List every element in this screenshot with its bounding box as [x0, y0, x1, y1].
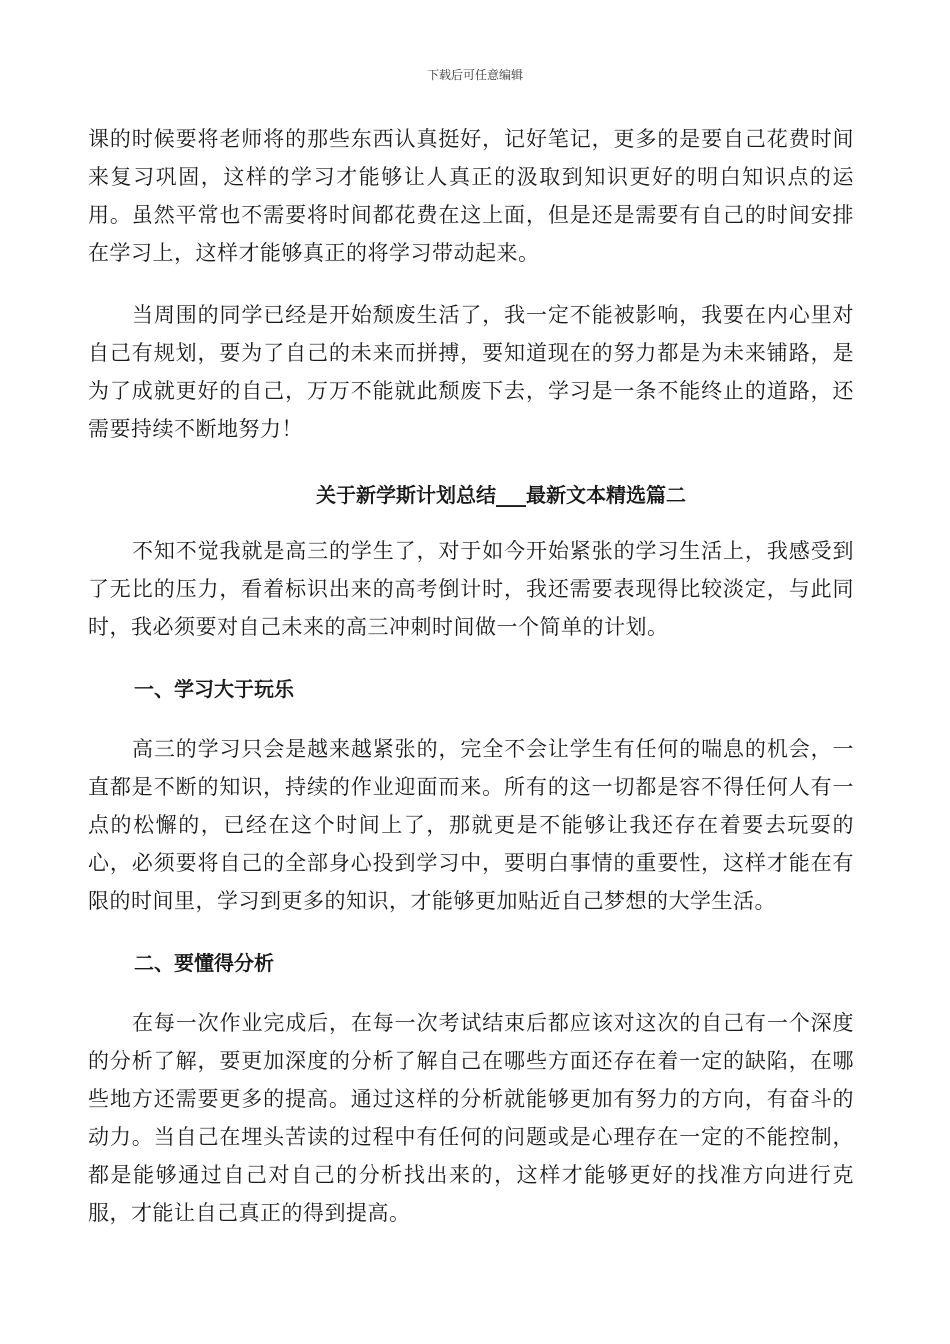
page-header: 下载后可任意编辑: [426, 68, 523, 82]
section-heading: 一、学习大于玩乐: [134, 677, 294, 701]
paragraph: 在每一次作业完成后，在每一次考试结束后都应该对这次的自己有一个深度的分析了解，要更加深度的分析了解自己在哪些方面还存在着一定的缺陷，在哪些地方还需要更多的提高。通过这样的分析就能够更加有努力的方向，有奋斗的动力。当自己在埋头苦读的过程中有任何的问题或是心理存在一定的不能控制，都是能够通过自己对自己的分析找出来的，这样才能够更好的找准方向进行克服，才能让自己真正的得到提高。: [88, 1011, 854, 1225]
document-body: [88, 120, 854, 1232]
section-heading: 二、要懂得分析: [134, 951, 274, 975]
paragraph: 高三的学习只会是越来越紧张的，完全不会让学生有任何的喘息的机会，一直都是不断的知识，持续的作业迎面而来。所有的这一切都是容不得任何人有一点的松懈的，已经在这个时间上了，那就更是不能够让我还存在着要去玩耍的心，必须要将自己的全部身心投到学习中，要明白事情的重要性，这样才能在有限的时间里，学习到更多的知识，才能够更加贴近自己梦想的大学生活。: [88, 737, 854, 913]
article-title: 关于新学斯计划总结___最新文本精选篇二: [316, 483, 686, 507]
paragraph: 当周围的同学已经是开始颓废生活了，我一定不能被影响，我要在内心里对自己有规划，要为了自己的未来而拼搏，要知道现在的努力都是为未来铺路，是为了成就更好的自己，万万不能就此颓废下去，学习是一条不能终止的道路，还需要持续不断地努力！: [88, 303, 854, 441]
paragraph: 不知不觉我就是高三的学生了，对于如今开始紧张的学习生活上，我感受到了无比的压力，看着标识出来的高考倒计时，我还需要表现得比较淡定，与此同时，我必须要对自己未来的高三冲刺时间做一个简单的计划。: [88, 539, 854, 639]
paragraph-continued: 课的时候要将老师将的那些东西认真挺好，记好笔记，更多的是要自己花费时间来复习巩固，这样的学习才能够让人真正的汲取到知识更好的明白知识点的运用。虽然平常也不需要将时间都花费在这上面，但是还是需要有自己的时间安排在学习上，这样才能够真正的将学习带动起来。: [88, 127, 854, 265]
